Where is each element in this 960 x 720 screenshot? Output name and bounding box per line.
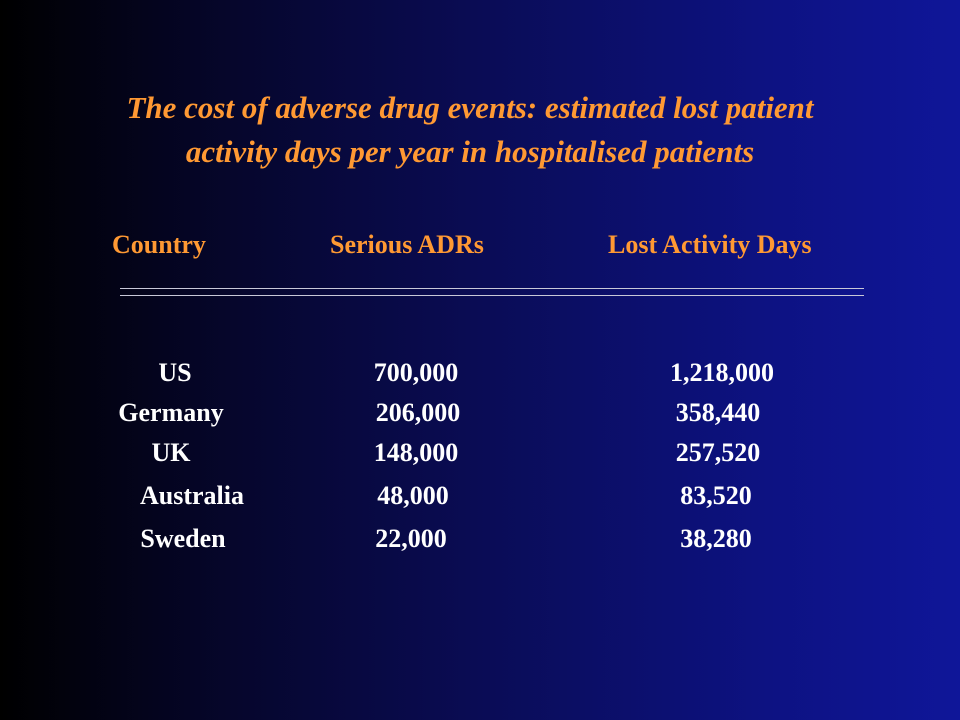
lost-days-cell: 83,520 (680, 481, 752, 510)
column-header-lost-activity-days: Lost Activity Days (608, 230, 812, 259)
table-row (0, 524, 960, 564)
header-divider-bottom (120, 295, 864, 296)
serious-adrs-cell: 700,000 (373, 358, 459, 387)
header-divider-top (120, 288, 864, 289)
slide-title (0, 86, 940, 174)
column-header-country: Country (112, 230, 206, 259)
slide-title-line-2: activity days per year in hospitalised patients (185, 134, 755, 169)
lost-days-cell: 38,280 (680, 524, 752, 553)
country-cell: Germany (118, 398, 224, 427)
slide-title-line-1: The cost of adverse drug events: estimated lost patient (126, 90, 814, 125)
table-row (0, 438, 960, 478)
country-cell: US (158, 358, 192, 387)
table-row (0, 481, 960, 521)
lost-days-cell: 257,520 (675, 438, 761, 467)
serious-adrs-cell: 148,000 (373, 438, 459, 467)
country-cell: Australia (140, 481, 244, 510)
column-header-serious-adrs: Serious ADRs (330, 230, 484, 259)
table-row (0, 398, 960, 438)
country-cell: UK (151, 438, 191, 467)
serious-adrs-cell: 206,000 (375, 398, 461, 427)
serious-adrs-cell: 48,000 (377, 481, 449, 510)
country-cell: Sweden (140, 524, 226, 553)
table-row (0, 358, 960, 398)
serious-adrs-cell: 22,000 (375, 524, 447, 553)
lost-days-cell: 358,440 (675, 398, 761, 427)
lost-days-cell: 1,218,000 (670, 358, 774, 387)
